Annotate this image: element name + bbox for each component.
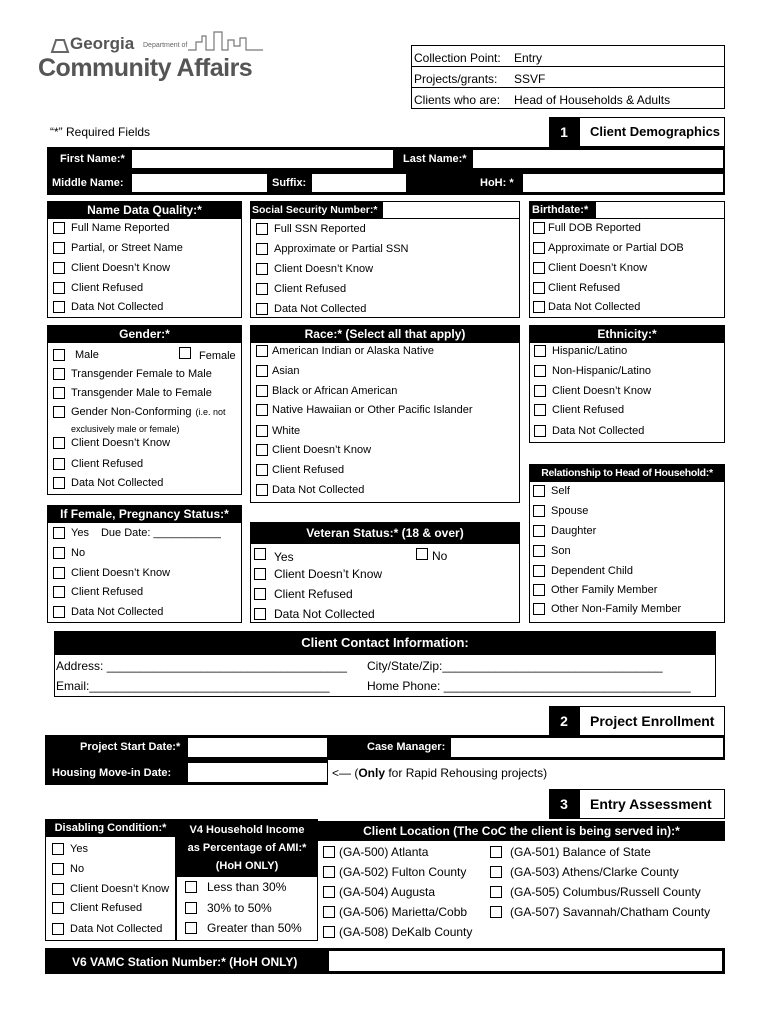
birthdate-title: Birthdate:* (529, 201, 595, 219)
option-label: (GA-506) Marietta/Cobb (339, 905, 468, 919)
checkbox[interactable] (256, 263, 268, 275)
option-note: (i.e. not (195, 407, 226, 417)
option-label: Client Refused (274, 587, 353, 601)
move-in-field[interactable] (187, 762, 328, 783)
name-quality-option[interactable] (53, 242, 183, 254)
checkbox[interactable] (256, 365, 268, 377)
checkbox[interactable] (323, 866, 335, 878)
option-label: Client Doesn’t Know (71, 437, 171, 449)
option-label: Data Not Collected (70, 923, 163, 935)
option-label: Other Non-Family Member (551, 603, 682, 615)
option-label: Dependent Child (551, 565, 633, 577)
option-label: Client Refused (274, 283, 347, 295)
logo-line1: Georgia (70, 34, 135, 53)
option-label: Transgender Male to Female (71, 387, 212, 399)
checkbox[interactable] (256, 345, 268, 357)
birthdate-option[interactable] (533, 301, 640, 313)
checkbox[interactable] (52, 863, 64, 875)
checkbox[interactable] (534, 425, 546, 437)
ssn-option[interactable] (256, 283, 346, 295)
checkbox[interactable] (256, 303, 268, 315)
race-title: Race:* (Select all that apply) (250, 325, 520, 343)
checkbox[interactable] (533, 603, 545, 615)
option-label: Data Not Collected (272, 484, 365, 496)
hoh-label: HoH: * (480, 177, 514, 189)
pregnancy-option[interactable] (53, 606, 163, 618)
name-quality-option[interactable] (53, 262, 170, 274)
race-option[interactable] (256, 464, 344, 476)
option-label: Client Refused (548, 282, 621, 294)
checkbox[interactable] (323, 886, 335, 898)
checkbox[interactable] (323, 906, 335, 918)
checkbox[interactable] (533, 485, 545, 497)
option-label: Client Doesn’t Know (272, 444, 372, 456)
veteran-title: Veteran Status:* (18 & over) (250, 522, 520, 544)
section-title: Entry Assessment (579, 789, 725, 819)
option-label: Yes (274, 550, 294, 564)
logo-line1-small: Department of (143, 42, 188, 49)
location-option[interactable] (323, 905, 467, 919)
checkbox[interactable] (254, 588, 266, 600)
income-title-line: as Percentage of AMI:* (187, 842, 307, 854)
checkbox[interactable] (254, 568, 266, 580)
pregnancy-option[interactable] (53, 567, 170, 579)
pregnancy-option[interactable] (53, 586, 143, 598)
checkbox[interactable] (256, 425, 268, 437)
skyline-icon (188, 30, 263, 52)
option-label: Less than 30% (207, 880, 287, 894)
ethnicity-option[interactable] (534, 385, 651, 397)
checkbox[interactable] (179, 347, 191, 359)
address-field[interactable]: Address: ____________________________________ (56, 659, 347, 673)
race-option[interactable] (256, 385, 397, 397)
logo-line2: Community Affairs (38, 54, 253, 82)
checkbox[interactable] (53, 368, 65, 380)
birthdate-option[interactable] (533, 222, 641, 234)
checkbox[interactable] (52, 843, 64, 855)
checkbox[interactable] (185, 902, 197, 914)
checkbox[interactable] (323, 846, 335, 858)
veteran-option[interactable] (254, 607, 375, 621)
option-label: (GA-500) Atlanta (339, 845, 429, 859)
suffix-label: Suffix: (272, 177, 307, 189)
option-label: Data Not Collected (71, 606, 164, 618)
option-label: Partial, or Street Name (71, 242, 183, 254)
ssn-option[interactable] (256, 303, 366, 315)
birthdate-option[interactable] (533, 242, 684, 254)
option-label: No (70, 863, 85, 875)
checkbox[interactable] (52, 902, 64, 914)
info-value: Entry (514, 51, 543, 65)
checkbox[interactable] (323, 926, 335, 938)
checkbox[interactable] (256, 484, 268, 496)
due-date-field[interactable]: Due Date: ___________ (100, 527, 221, 539)
option-label: 30% to 50% (207, 901, 272, 915)
move-in-note: <— (Only for Rapid Rehousing projects) (332, 766, 548, 780)
checkbox[interactable] (53, 547, 65, 559)
project-start-label: Project Start Date:* (80, 741, 181, 753)
gender-option[interactable] (53, 387, 212, 399)
option-label: Yes (70, 843, 88, 855)
race-option[interactable] (256, 425, 300, 437)
option-label: Gender Non-Conforming (71, 406, 192, 418)
option-label: Client Refused (552, 404, 625, 416)
gender-option[interactable] (53, 458, 143, 470)
section-number: 2 (549, 706, 579, 736)
location-title: Client Location (The CoC the client is being served in):* (318, 821, 725, 841)
checkbox[interactable] (533, 242, 545, 254)
relationship-option[interactable] (533, 485, 570, 497)
option-label: Approximate or Partial DOB (548, 242, 684, 254)
vamc-label: V6 VAMC Station Number:* (HoH ONLY) (72, 955, 298, 969)
checkbox[interactable] (53, 387, 65, 399)
option-label: White (272, 425, 301, 437)
checkbox[interactable] (53, 282, 65, 294)
logo-mark-icon (50, 38, 70, 54)
checkbox[interactable] (53, 477, 65, 489)
city-state-zip-field[interactable]: City/State/Zip:_________________________________ (367, 659, 663, 673)
race-option[interactable] (256, 345, 434, 357)
info-label: Collection Point: (414, 51, 501, 65)
option-label: No (71, 547, 86, 559)
location-option[interactable] (323, 925, 472, 939)
disabling-option[interactable] (52, 883, 169, 895)
race-option[interactable] (256, 484, 364, 496)
location-option[interactable] (490, 885, 701, 899)
checkbox[interactable] (53, 527, 65, 539)
income-option[interactable] (185, 921, 302, 935)
option-label: Male (75, 349, 99, 361)
checkbox[interactable] (490, 846, 502, 858)
section-title: Project Enrollment (579, 706, 725, 736)
checkbox[interactable] (256, 385, 268, 397)
gender-option[interactable] (53, 477, 163, 489)
section-title: Client Demographics (579, 117, 725, 147)
checkbox[interactable] (256, 223, 268, 235)
race-option[interactable] (256, 444, 371, 456)
checkbox[interactable] (53, 586, 65, 598)
gender-option[interactable] (53, 368, 212, 380)
checkbox[interactable] (490, 906, 502, 918)
ethnicity-option[interactable] (534, 345, 627, 357)
hoh-field[interactable] (522, 173, 724, 193)
option-label: Daughter (551, 525, 597, 537)
option-label: (GA-504) Augusta (339, 885, 436, 899)
ethnicity-title: Ethnicity:* (529, 325, 725, 343)
birthdate-field[interactable] (595, 201, 725, 219)
option-label: (GA-508) DeKalb County (339, 925, 473, 939)
checkbox[interactable] (185, 922, 197, 934)
checkbox[interactable] (256, 283, 268, 295)
option-label: (GA-501) Balance of State (510, 845, 651, 859)
checkbox[interactable] (533, 584, 545, 596)
option-label: Self (551, 485, 570, 497)
income-title (176, 819, 318, 877)
checkbox[interactable] (533, 525, 545, 537)
pregnancy-option[interactable] (53, 547, 85, 559)
option-label: (GA-503) Athens/Clarke County (510, 865, 679, 879)
checkbox[interactable] (533, 545, 545, 557)
checkbox[interactable] (53, 406, 65, 418)
option-label: Client Doesn’t Know (71, 262, 171, 274)
checkbox[interactable] (533, 505, 545, 517)
option-label: Client Refused (70, 902, 143, 914)
name-quality-option[interactable] (53, 282, 143, 294)
middle-name-field[interactable] (131, 173, 268, 193)
checkbox[interactable] (53, 567, 65, 579)
option-label: Female (199, 350, 236, 362)
checkbox[interactable] (533, 222, 545, 234)
option-label: Transgender Female to Male (71, 368, 212, 380)
disabling-option[interactable] (52, 843, 88, 855)
option-label: Full SSN Reported (274, 223, 366, 235)
option-label: Approximate or Partial SSN (274, 243, 409, 255)
option-label: Native Hawaiian or Other Pacific Islander (272, 404, 473, 416)
option-label: Client Doesn’t Know (548, 262, 648, 274)
location-option[interactable] (323, 845, 428, 859)
option-label: Data Not Collected (71, 301, 164, 313)
location-option[interactable] (490, 865, 679, 879)
checkbox[interactable] (52, 923, 64, 935)
option-label: Black or African American (272, 385, 398, 397)
case-manager-field[interactable] (450, 737, 724, 758)
ssn-option[interactable] (256, 223, 366, 235)
location-option[interactable] (490, 845, 651, 859)
vamc-field[interactable] (328, 950, 723, 972)
option-label: Data Not Collected (548, 301, 641, 313)
option-label: Data Not Collected (274, 607, 375, 621)
case-manager-label: Case Manager: (367, 741, 446, 753)
race-option[interactable] (256, 404, 473, 416)
option-label: Greater than 50% (207, 921, 302, 935)
relationship-option[interactable] (533, 603, 681, 615)
relationship-option[interactable] (533, 525, 596, 537)
ssn-title: Social Security Number:* (250, 201, 382, 219)
checkbox[interactable] (53, 301, 65, 313)
ssn-field[interactable] (382, 201, 520, 219)
middle-name-label: Middle Name: (52, 177, 124, 189)
checkbox[interactable] (256, 243, 268, 255)
checkbox[interactable] (534, 345, 546, 357)
checkbox[interactable] (256, 444, 268, 456)
info-label: Clients who are: (414, 93, 501, 107)
disabling-option[interactable] (52, 923, 162, 935)
section-number: 3 (549, 789, 579, 819)
option-label: Client Doesn’t Know (71, 567, 171, 579)
last-name-label: Last Name:* (403, 153, 467, 165)
contact-title: Client Contact Information: (54, 631, 716, 655)
first-name-label: First Name:* (60, 153, 125, 165)
relationship-option[interactable] (533, 584, 657, 596)
name-quality-option[interactable] (53, 222, 169, 234)
name-quality-option[interactable] (53, 301, 163, 313)
option-label: Full DOB Reported (548, 222, 641, 234)
option-label: Client Refused (272, 464, 345, 476)
veteran-option[interactable] (254, 567, 382, 581)
name-quality-title: Name Data Quality:* (47, 201, 242, 219)
option-label: Yes (71, 527, 89, 539)
required-note: “*” Required Fields (50, 125, 151, 139)
option-label: Client Refused (71, 282, 144, 294)
checkbox[interactable] (53, 222, 65, 234)
option-label: Other Family Member (551, 584, 658, 596)
option-label: Client Doesn’t Know (274, 263, 374, 275)
checkbox[interactable] (53, 262, 65, 274)
option-label: Asian (272, 365, 300, 377)
checkbox[interactable] (416, 548, 428, 560)
move-in-label: Housing Move-in Date: (52, 767, 172, 779)
checkbox[interactable] (53, 458, 65, 470)
checkbox[interactable] (53, 242, 65, 254)
relationship-title: Relationship to Head of Household:* (529, 464, 725, 482)
option-label: Data Not Collected (71, 477, 164, 489)
checkbox[interactable] (533, 262, 545, 274)
project-start-field[interactable] (187, 737, 328, 758)
option-label: Data Not Collected (552, 425, 645, 437)
ethnicity-option[interactable] (534, 425, 644, 437)
veteran-option[interactable] (254, 587, 353, 601)
ssn-option[interactable] (256, 243, 409, 255)
checkbox[interactable] (254, 548, 266, 560)
birthdate-option[interactable] (533, 262, 647, 274)
info-value: Head of Households & Adults (514, 93, 671, 107)
checkbox[interactable] (490, 886, 502, 898)
option-label: Client Doesn’t Know (70, 883, 170, 895)
option-label: (GA-505) Columbus/Russell County (510, 885, 701, 899)
location-option[interactable] (323, 885, 435, 899)
income-option[interactable] (185, 880, 286, 894)
ethnicity-option[interactable] (534, 404, 624, 416)
disabling-option[interactable] (52, 902, 142, 914)
location-option[interactable] (323, 865, 466, 879)
gender-female[interactable] (179, 347, 236, 362)
checkbox[interactable] (185, 881, 197, 893)
relationship-option[interactable] (533, 545, 571, 557)
relationship-option[interactable] (533, 505, 588, 517)
gender-option[interactable] (53, 437, 170, 449)
option-label: Full Name Reported (71, 222, 170, 234)
email-field[interactable]: Email:____________________________________ (56, 679, 330, 693)
gender-note: exclusively male or female) (71, 424, 180, 434)
option-label: Son (551, 545, 571, 557)
section-number: 1 (549, 117, 579, 147)
option-label: Data Not Collected (274, 303, 367, 315)
last-name-field[interactable] (472, 149, 724, 169)
info-value: SSVF (514, 72, 546, 86)
option-label: Hispanic/Latino (552, 345, 628, 357)
checkbox[interactable] (534, 385, 546, 397)
option-label: (GA-507) Savannah/Chatham County (510, 905, 711, 919)
option-label: Client Doesn’t Know (274, 567, 383, 581)
pregnancy-title: If Female, Pregnancy Status:* (47, 505, 242, 523)
info-label: Projects/grants: (414, 72, 498, 86)
option-label: Client Refused (71, 586, 144, 598)
checkbox[interactable] (52, 883, 64, 895)
checkbox[interactable] (254, 608, 266, 620)
gender-option[interactable] (53, 406, 225, 418)
checkbox[interactable] (490, 866, 502, 878)
checkbox[interactable] (53, 437, 65, 449)
disabling-option[interactable] (52, 863, 84, 875)
option-label: Client Doesn’t Know (552, 385, 652, 397)
location-option[interactable] (490, 905, 710, 919)
income-title-line: V4 Household Income (189, 824, 305, 836)
race-option[interactable] (256, 365, 300, 377)
suffix-field[interactable] (311, 173, 407, 193)
ethnicity-option[interactable] (534, 365, 651, 377)
income-title-line: (HoH ONLY) (215, 860, 279, 872)
option-label: Non-Hispanic/Latino (552, 365, 652, 377)
veteran-no[interactable] (416, 547, 447, 561)
logo (38, 30, 268, 86)
pregnancy-yes[interactable] (53, 527, 221, 539)
option-label: American Indian or Alaska Native (272, 345, 435, 357)
first-name-field[interactable] (131, 149, 394, 169)
checkbox[interactable] (256, 404, 268, 416)
relationship-option[interactable] (533, 565, 633, 577)
option-label: Spouse (551, 505, 589, 517)
option-label: No (432, 549, 448, 563)
checkbox[interactable] (533, 282, 545, 294)
option-label: (GA-502) Fulton County (339, 865, 467, 879)
checkbox[interactable] (533, 565, 545, 577)
gender-male[interactable] (53, 349, 99, 361)
checkbox[interactable] (534, 365, 546, 377)
option-label: Client Refused (71, 458, 144, 470)
disabling-title: Disabling Condition:* (45, 819, 176, 837)
gender-title: Gender:* (47, 325, 242, 343)
info-divider-2 (411, 87, 725, 88)
checkbox[interactable] (53, 349, 65, 361)
income-option[interactable] (185, 901, 272, 915)
birthdate-option[interactable] (533, 282, 620, 294)
ssn-option[interactable] (256, 263, 373, 275)
info-divider-1 (411, 66, 725, 67)
checkbox[interactable] (256, 464, 268, 476)
checkbox[interactable] (533, 301, 545, 313)
checkbox[interactable] (53, 606, 65, 618)
checkbox[interactable] (534, 404, 546, 416)
veteran-yes[interactable] (254, 547, 294, 564)
home-phone-field[interactable]: Home Phone: _____________________________________ (367, 679, 691, 693)
